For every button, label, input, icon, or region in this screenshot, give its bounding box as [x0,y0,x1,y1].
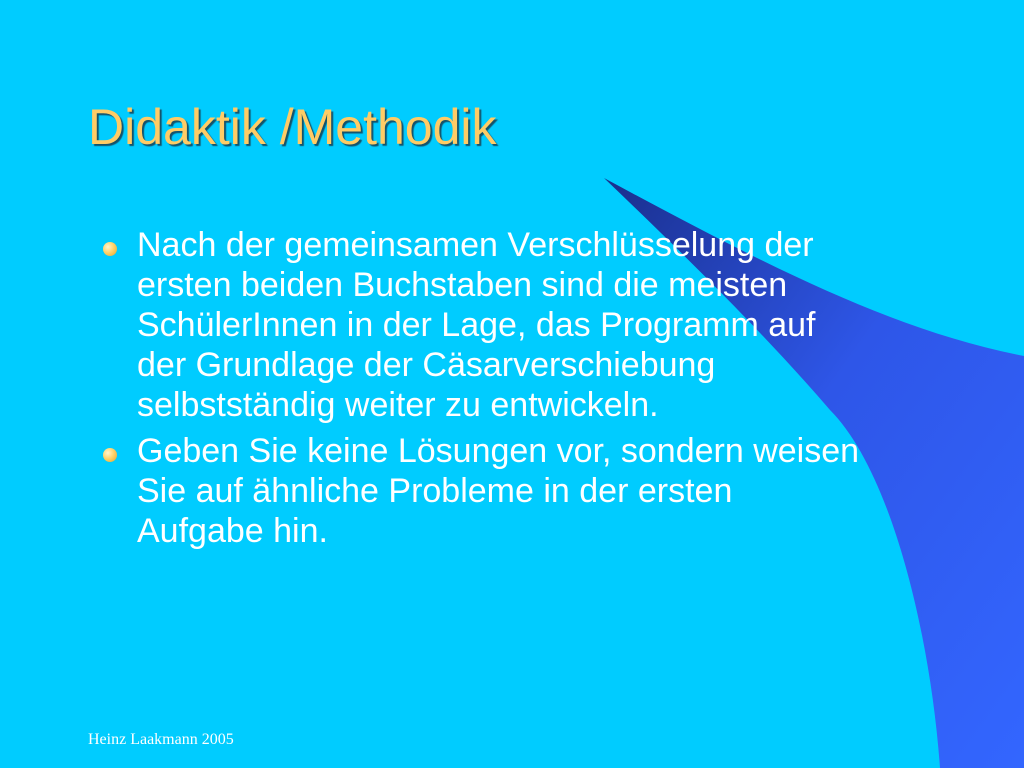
footer-author: Heinz Laakmann 2005 [88,731,234,748]
bullet-item [103,225,863,425]
bullet-list [103,225,863,557]
slide-title: Didaktik /Methodik [88,99,497,155]
bullet-text: Geben Sie keine Lösungen vor, sondern weisen Sie auf ähnliche Probleme in der ersten Aufgabe hin. [137,432,860,550]
bullet-item [103,431,863,551]
bullet-dot-icon [103,242,117,256]
bullet-dot-icon [103,448,117,462]
bullet-text: Nach der gemeinsamen Verschlüsselung der ersten beiden Buchstaben sind die meisten SchülerInnen in der Lage, das Programm auf der Grundlage der Cäsarverschiebung selbstständig weiter zu entwickeln. [137,226,816,424]
